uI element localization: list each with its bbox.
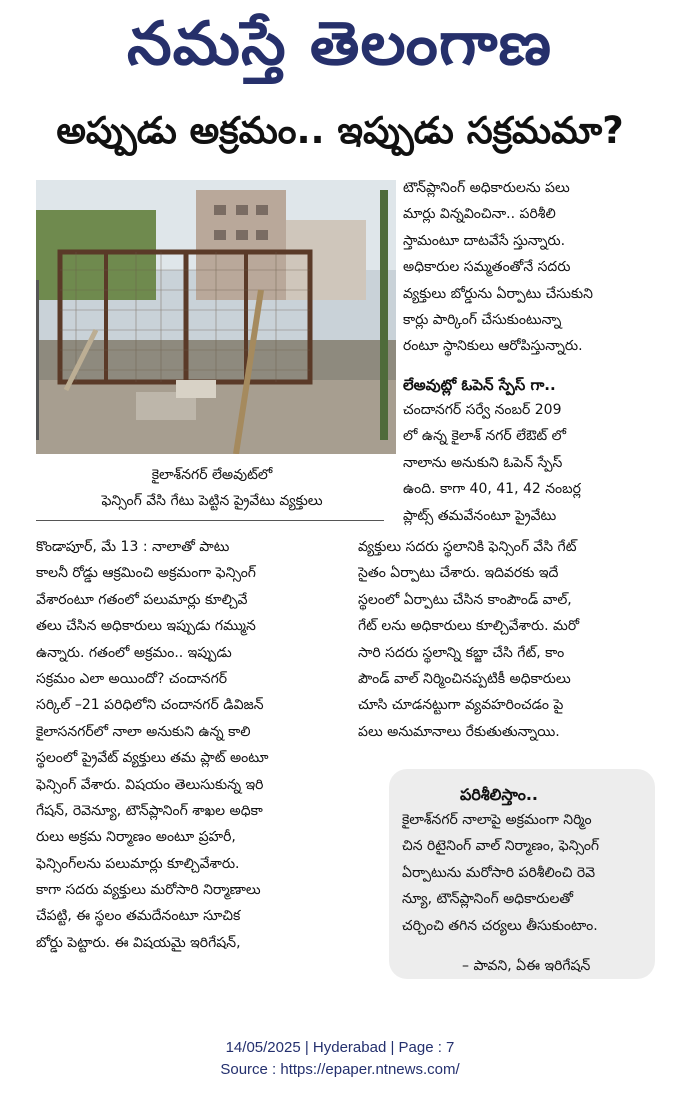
- text-line: స్తామంటూ దాటవేసే స్తున్నారు.: [403, 232, 566, 249]
- text-line: రంటూ స్థానికులు ఆరోపిస్తున్నారు.: [403, 338, 583, 355]
- text-line: రులు అక్రమ నిర్మాణం అంటూ ప్రహరీ,: [36, 829, 236, 846]
- text-line: ఫెన్సింగ్‌లను పలుమార్లు కూల్చివేశారు.: [36, 855, 240, 872]
- text-line: సర్కిల్ –21 పరిధిలోని చందానగర్ డివిజన్: [36, 697, 264, 714]
- text-line: సక్రమం ఎలా అయిందో? చందానగర్: [36, 670, 228, 687]
- text-line: ఉన్నారు. గతంలో అక్రమం.. ఇప్పుడు: [36, 644, 232, 661]
- text-line: సైతం ఏర్పాటు చేశారు. ఇదివరకు ఇదే: [358, 565, 559, 582]
- footer-source: Source : https://epaper.ntnews.com/: [220, 1061, 460, 1078]
- text-line: వ్యక్తులు బోర్డును ఏర్పాటు చేసుకుని: [403, 285, 593, 302]
- text-line: ఏర్పాటును మరోసారి పరిశీలించి రెవె: [402, 864, 596, 881]
- text-line: టౌన్‌ప్లానింగ్ అధికారులను పలు: [403, 180, 570, 196]
- caption-line: కైలాశ్‌నగర్ లేఅవుట్‌లో: [151, 467, 273, 483]
- quote-box-title: పరిశీలిస్తాం..: [460, 785, 538, 804]
- text-line: వ్యక్తులు సదరు స్థలానికి ఫెన్సింగ్ వేసి గేట్: [358, 539, 577, 555]
- photo-caption: [36, 462, 388, 514]
- quote-signature: – పావని, ఏఈ ఇరిగేషన్: [462, 958, 591, 974]
- text-line: చందానగర్ సర్వే నంబర్ 209: [403, 402, 562, 418]
- text-line: గేషన్, రెవెన్యూ, టౌన్‌ప్లానింగ్ శాఖల అధికా: [36, 802, 263, 819]
- text-line: ఉంది. కాగా 40, 41, 42 నంబర్ల: [403, 481, 581, 498]
- article-right-top: [403, 175, 653, 360]
- text-line: నాలాను అనుకుని ఓపెన్ స్పేస్: [403, 454, 563, 471]
- text-line: ప్లాట్స్ తమవేనంటూ ప్రైవేటు: [403, 507, 557, 524]
- article-right-mid: [403, 397, 653, 529]
- text-line: చూసి చూడనట్టుగా వ్యవహరించడం పై: [358, 697, 564, 714]
- text-line: గేట్ లను అధికారులు కూల్చివేశారు. మరో: [358, 618, 580, 635]
- article-right-wide: [358, 534, 656, 745]
- text-line: మార్లు విన్నవించినా.. పరిశీలి: [403, 206, 556, 223]
- text-line: బోర్డు పెట్టారు. ఈ విషయమై ఇరిగేషన్,: [36, 934, 241, 951]
- fence-gate-photo: [36, 180, 396, 454]
- text-line: స్థలంలో ఏర్పాటు చేసిన కాంపౌండ్ వాల్,: [358, 591, 572, 608]
- text-line: కాలనీ రోడ్డు ఆక్రమించి అక్రమంగా ఫెన్సింగ్: [36, 565, 256, 582]
- caption-divider: [36, 520, 384, 521]
- masthead: [0, 4, 680, 86]
- article-photo: [36, 180, 396, 454]
- text-line: పౌండ్ వాల్ నిర్మించినప్పటికీ అధికారులు: [358, 670, 571, 687]
- text-line: ఫెన్సింగ్ వేశారు. విషయం తెలుసుకున్న ఇరి: [36, 776, 264, 793]
- page-footer: [0, 1037, 680, 1081]
- text-line: చిన రిటైనింగ్ వాల్ నిర్మాణం, ఫెన్సింగ్: [402, 838, 600, 855]
- text-line: చేపట్టి, ఈ స్థలం తమదేనంటూ సూచిక: [36, 908, 241, 925]
- text-line: లో ఉన్న కైలాశ్ నగర్ లేఔట్ లో: [403, 428, 567, 445]
- text-line: అధికారుల సమ్మతంతోనే సదరు: [403, 259, 571, 276]
- text-line: కాగా సదరు వ్యక్తులు మరోసారి నిర్మాణాలు: [36, 882, 261, 899]
- caption-line: ఫెన్సింగ్ వేసి గేటు పెట్టిన ప్రైవేటు వ్యక్తులు: [101, 493, 323, 509]
- text-line: కైలాశ్‌నగర్ నాలాపై అక్రమంగా నిర్మిం: [402, 812, 592, 828]
- text-line: చర్చించి తగిన చర్యలు తీసుకుంటాం.: [402, 917, 598, 934]
- article-left-column: [36, 534, 350, 956]
- article-headline: అప్పుడు అక్రమం.. ఇప్పుడు సక్రమమా?: [56, 109, 624, 152]
- text-line: సారి సదరు స్థలాన్ని కబ్జా చేసి గేట్, కాం: [358, 644, 565, 661]
- text-line: తలు చేసిన అధికారులు ఇప్పుడు గమ్మున: [36, 618, 256, 635]
- text-line: పలు అనుమానాలు రేకుతుతున్నాయి.: [358, 723, 560, 740]
- text-line: స్థలంలో ప్రైవేట్ వ్యక్తులు తమ ప్లాట్ అంటూ: [36, 750, 269, 767]
- text-line: న్యూ, టౌన్‌ప్లానింగ్ అధికారులతో: [402, 891, 574, 908]
- quote-box-body: [402, 807, 650, 939]
- text-line: కొండాపూర్, మే 13 : నాలాతో పాటు: [36, 539, 230, 555]
- text-line: కైలాసనగర్‌లో నాలా అనుకుని ఉన్న కాలి: [36, 723, 251, 740]
- text-line: కార్లు పార్కింగ్ చేసుకుంటున్నా: [403, 311, 562, 328]
- article-subhead: లేఅవుట్లో ఓపెన్ స్పేస్ గా..: [403, 376, 556, 394]
- text-line: వేశారంటూ గతంలో పలుమార్లు కూల్చివే: [36, 591, 248, 608]
- newspaper-logo: నమస్తే తెలంగాణ: [127, 9, 553, 79]
- footer-dateline: 14/05/2025 | Hyderabad | Page : 7: [225, 1039, 455, 1056]
